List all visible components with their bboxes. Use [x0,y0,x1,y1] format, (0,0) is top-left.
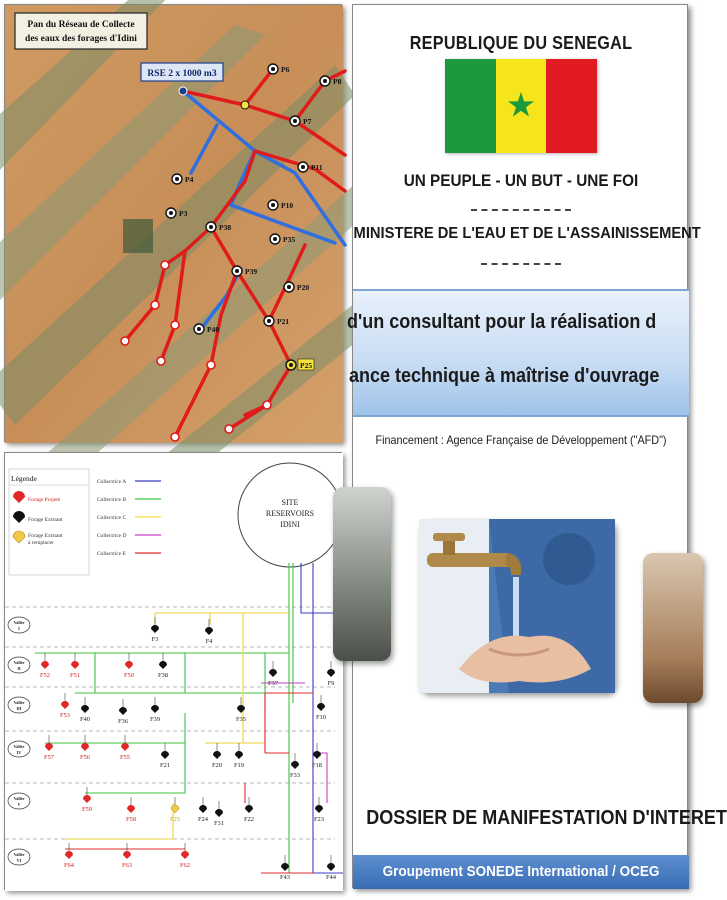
well-label: F52 [39,672,51,679]
reservoir-node [179,87,187,95]
map-well-p39 [232,266,257,276]
well-label: F25 [169,816,181,823]
map-well-p25 [286,359,314,370]
well-label: F23 [313,816,325,823]
valley-number: IV [16,750,22,755]
map-well-p40 [194,324,219,334]
consortium-name: Groupement SONEDE International / OCEG [382,863,660,880]
projected-well-marker [225,425,233,433]
well-label: F63 [121,862,133,869]
site-label-2: RESERVOIRS [265,509,315,518]
map-well-label: P25 [300,361,313,370]
collector-schema-panel [4,452,342,890]
network-map-panel [4,4,342,442]
well-label: F64 [63,862,75,869]
well-label: F19 [233,762,245,769]
project-title-banner [347,289,689,417]
projected-well-marker [161,261,169,269]
junction-node [241,101,249,109]
well-label: F9 [327,680,335,687]
reservoir-label: RSE 2 x 1000 m3 [147,69,217,79]
well-label: F59 [81,806,93,813]
well-label: F51 [69,672,81,679]
collector-label: Collectrice E [97,551,126,557]
flag-red-band [546,59,597,153]
banner-line-1: d'un consultant pour la réalisation d [347,311,657,333]
well-label: F40 [79,716,91,723]
projected-well-marker [263,401,271,409]
legend-title: Légende [11,474,37,483]
well-label: F18 [311,762,323,769]
map-well-label: P40 [207,325,220,334]
well-label: F44 [325,874,337,881]
map-well-label: P10 [281,201,294,210]
well-label: F4 [205,638,213,645]
well-label: F50 [123,672,135,679]
map-well-label: P3 [179,209,188,218]
funding-note: Financement : Agence Française de Développement ("AFD") [375,433,667,447]
well-label: F24 [197,816,209,823]
dossier-heading: DOSSIER DE MANIFESTATION D'INTERET [366,807,727,829]
map-title-line1: Pan du Réseau de Collecte [27,20,135,30]
well-label: F39 [149,716,161,723]
valley-number: I [18,626,20,631]
site-label-1: SITE [281,498,299,507]
map-well-p35 [270,234,295,244]
national-motto: UN PEUPLE - UN BUT - UNE FOI [403,171,639,190]
site-label-3: IDINI [280,520,300,529]
consortium-footer [353,855,689,889]
map-well-p21 [264,316,289,326]
map-well-label: P39 [245,267,258,276]
valley-number: II [17,666,21,671]
senegal-flag-icon [445,59,597,153]
well-label: F37 [267,680,279,687]
well-label: F57 [43,754,55,761]
separator-line [481,263,561,265]
well-label: F53 [59,712,71,719]
projected-well-marker [151,301,159,309]
legend-item-label: Forage Projeté [28,497,61,503]
republic-heading: REPUBLIQUE DU SENEGAL [409,33,633,53]
collector-label: Collectrice B [97,497,127,503]
field-plot [123,219,153,253]
ministry-heading: MINISTERE DE L'EAU ET DE L'ASSAINISSEMENT [353,225,701,242]
well-label: F10 [315,714,327,721]
valley-number: V [17,802,21,807]
satellite-map [5,5,343,443]
map-well-p38 [206,222,231,232]
projected-well-marker [171,321,179,329]
valley-label: Vallée [13,700,25,705]
well-label: F43 [279,874,291,881]
well-label: F55 [119,754,131,761]
well-label: F62 [179,862,191,869]
well-label: F38 [157,672,169,679]
map-well-label: P21 [277,317,290,326]
map-title-line2: des eaux des forages d'Idini [25,34,137,44]
map-well-label: P11 [311,163,323,172]
well-label: F21 [159,762,171,769]
star-icon: ★ [505,86,537,125]
valley-label: Vallée [13,620,25,625]
projected-well-marker [157,357,165,365]
valley-label: Vallée [13,796,25,801]
separator-line [471,209,571,211]
collector-label: Collectrice D [97,533,127,539]
flag-green-band [445,59,496,153]
photo-left-tree [333,487,391,661]
map-well-label: P35 [283,235,296,244]
projected-well-marker [121,337,129,345]
map-well-label: P6 [281,65,290,74]
projected-well-marker [207,361,215,369]
map-well-p10 [268,200,293,210]
legend-item-label: Forage Existant à remplacer [28,533,63,546]
well-label: F33 [289,772,301,779]
collector-schematic [5,453,343,891]
map-well-label: P7 [303,117,312,126]
well-label: F3 [151,636,159,643]
collector-label: Collectrice A [97,479,127,485]
well-label: F58 [125,816,137,823]
well-label: F22 [243,816,255,823]
well-label: F36 [117,718,129,725]
valley-label: Vallée [13,660,25,665]
map-well-label: P20 [297,283,310,292]
valley-label: Vallée [13,744,25,749]
well-label: F31 [213,820,225,827]
map-well-p20 [284,282,309,292]
valley-number: VI [16,858,22,863]
flag-yellow-band [496,59,547,153]
valley-number: III [16,706,22,711]
cover-page-panel [347,4,727,888]
well-label: F56 [79,754,91,761]
collector-label: Collectrice C [97,515,127,521]
map-well-p11 [298,162,323,172]
projected-well-marker [171,433,179,441]
map-well-label: P38 [219,223,232,232]
legend-item-label: Forage Existant [28,517,63,523]
banner-line-2: ance technique à maîtrise d'ouvrage [349,365,660,387]
map-well-label: P8 [333,77,342,86]
well-label: F20 [211,762,223,769]
map-well-label: P4 [185,175,194,184]
photo-water-tap [419,519,615,693]
well-label: F35 [235,716,247,723]
photo-right-hands [643,553,703,703]
valley-label: Vallée [13,852,25,857]
water-tap-illustration [419,519,615,693]
